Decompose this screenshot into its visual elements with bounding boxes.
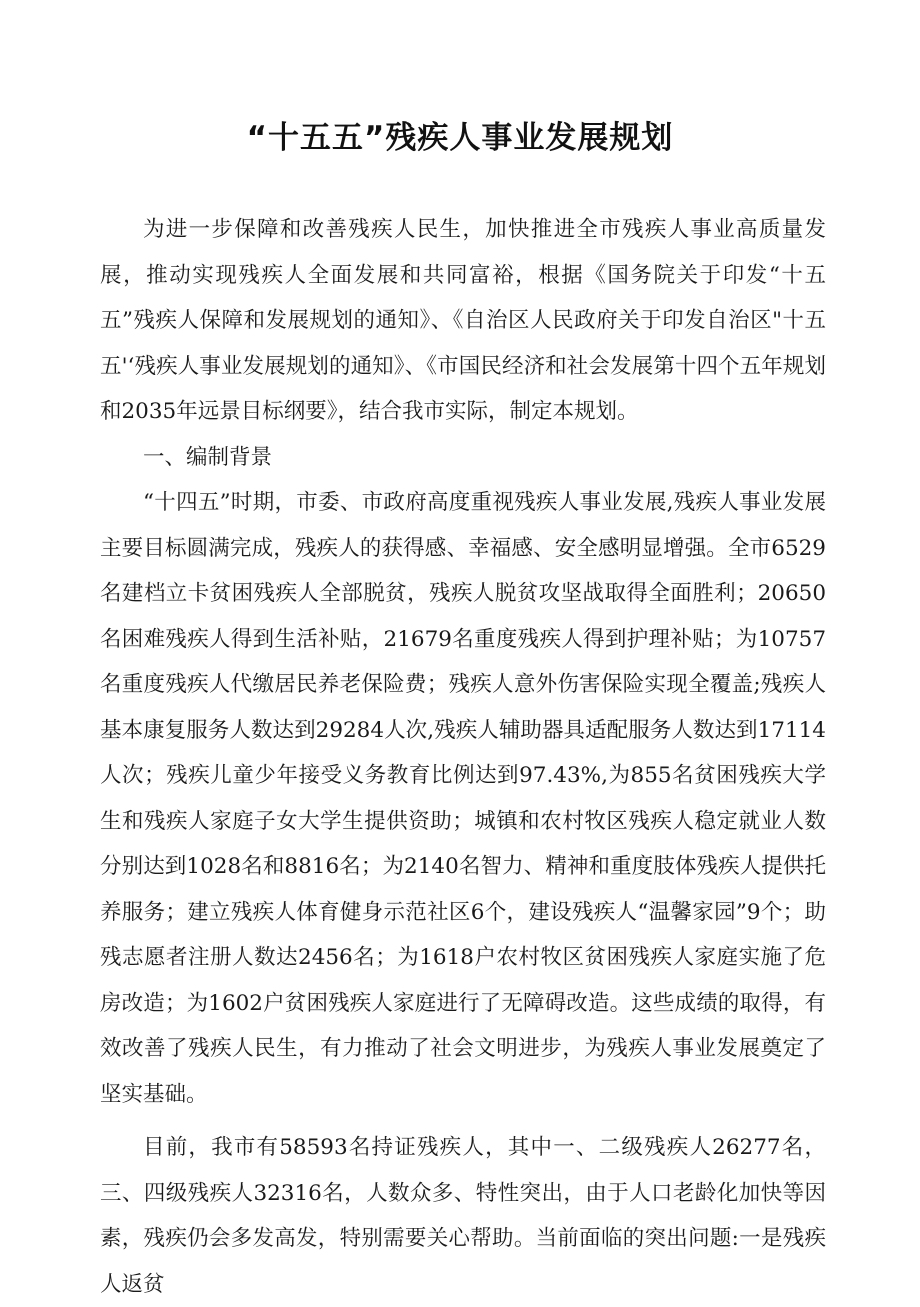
document-title: “十五五”残疾人事业发展规划 (246, 120, 674, 156)
section-heading: 一、编制背景 (143, 444, 273, 470)
current-status-paragraph: 目前，我市有58593名持证残疾人，其中一、二级残疾人26277名，三、四级残疾人32316名，人数众多、特性突出，由于人口老龄化加快等因素，残疾仍会多发高发，特别需要关心帮助。当前面临的突出问题:一是残疾人返贫 (100, 1135, 826, 1297)
document-body (100, 207, 826, 1307)
background-paragraph: “十四五”时期，市委、市政府高度重视残疾人事业发展,残疾人事业发展主要目标圆满完成，残疾人的获得感、幸福感、安全感明显增强。全市6529名建档立卡贫困残疾人全部脱贫，残疾人脱贫攻坚战取得全面胜利；20650名困难残疾人得到生活补贴，21679名重度残疾人得到护理补贴；为10757名重度残疾人代缴居民养老保险费；残疾人意外伤害保险实现全覆盖;残疾人基本康复服务人数达到29284人次,残疾人辅助器具适配服务人数达到17114人次；残疾儿童少年接受义务教育比例达到97.43%,为855名贫困残疾大学生和残疾人家庭子女大学生提供资助；城镇和农村牧区残疾人稳定就业人数分别达到1028名和8816名；为2140名智力、精神和重度肢体残疾人提供托养服务；建立残疾人体育健身示范社区6个，建设残疾人“温馨家园”9个；助残志愿者注册人数达2456名；为1618户农村牧区贫困残疾人家庭实施了危房改造；为1602户贫困残疾人家庭进行了无障碍改造。这些成绩的取得，有效改善了残疾人民生，有力推动了社会文明进步，为残疾人事业发展奠定了坚实基础。 (100, 490, 826, 1107)
intro-paragraph: 为进一步保障和改善残疾人民生，加快推进全市残疾人事业高质量发展，推动实现残疾人全面发展和共同富裕，根据《国务院关于印发“十五五”残疾人保障和发展规划的通知》、《自治区人民政府关于印发自治区"十五五'‘残疾人事业发展规划的通知》、《市国民经济和社会发展第十四个五年规划和2035年远景目标纲要》，结合我市实际，制定本规划。 (100, 217, 826, 424)
